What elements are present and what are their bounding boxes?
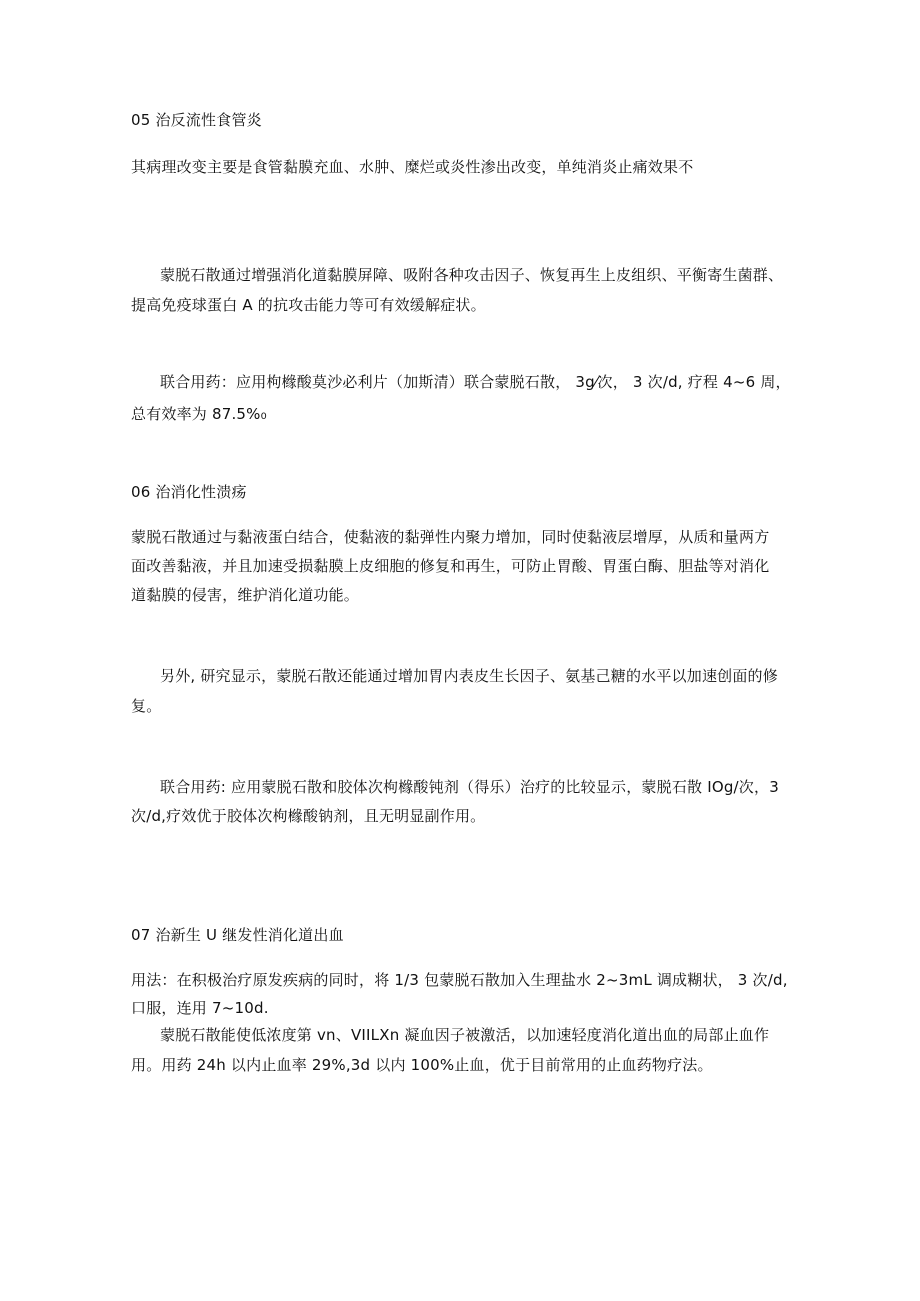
- section-05-heading: 05 治反流性食管炎: [131, 111, 262, 129]
- section-07-line-4: 用。用药 24h 以内止血率 29%,3d 以内 100%止血，优于目前常用的止血药物疗法。: [131, 1056, 713, 1074]
- section-06-line-1: 蒙脱石散通过与黏液蛋白结合，使黏液的黏弹性内聚力增加，同时使黏液层增厚，从质和量两方: [131, 528, 770, 546]
- section-06-line-7: 次/d,疗效优于胶体次枸橼酸钠剂，且无明显副作用。: [131, 807, 486, 825]
- section-05-line-2: 蒙脱石散通过增强消化道黏膜屏障、吸附各种攻击因子、恢复再生上皮组织、平衡寄生菌群、: [160, 266, 784, 284]
- section-07-line-2: 口服，连用 7~10d.: [131, 999, 269, 1017]
- section-06-line-6: 联合用药: 应用蒙脱石散和胶体次枸橼酸钝剂（得乐）治疗的比较显示，蒙脱石散 IOg/次，3: [160, 778, 779, 796]
- section-07-heading: 07 治新生 U 继发性消化道出血: [131, 926, 344, 944]
- section-06-line-4: 另外, 研究显示，蒙脱石散还能通过增加胃内表皮生长因子、氨基己糖的水平以加速创面的修: [160, 667, 778, 685]
- section-05-line-5: 总有效率为 87.5%₀: [131, 405, 267, 423]
- section-05-line-3: 提高免疫球蛋白 A 的抗攻击能力等可有效缓解症状。: [131, 296, 486, 314]
- section-06-heading: 06 治消化性溃疡: [131, 483, 247, 501]
- section-06-line-2: 面改善黏液，并且加速受损黏膜上皮细胞的修复和再生，可防止胃酸、胃蛋白酶、胆盐等对消化: [131, 557, 770, 575]
- section-05-line-4: 联合用药：应用枸橼酸莫沙必利片（加斯清）联合蒙脱石散， 3g⁄次， 3 次/d, 疗程 4~6 周，: [160, 373, 791, 391]
- section-06-line-3: 道黏膜的侵害，维护消化道功能。: [131, 586, 360, 604]
- section-07-line-3: 蒙脱石散能使低浓度第 vn、VIILXn 凝血因子被激活，以加速轻度消化道出血的局部止血作: [160, 1026, 770, 1044]
- section-05-line-1: 其病理改变主要是食管黏膜充血、水肿、糜烂或炎性渗出改变，单纯消炎止痛效果不: [131, 158, 694, 176]
- section-06-line-5: 复。: [131, 697, 162, 715]
- section-07-line-1: 用法：在积极治疗原发疾病的同时，将 1/3 包蒙脱石散加入生理盐水 2~3mL 调成糊状， 3 次/d,: [131, 971, 788, 989]
